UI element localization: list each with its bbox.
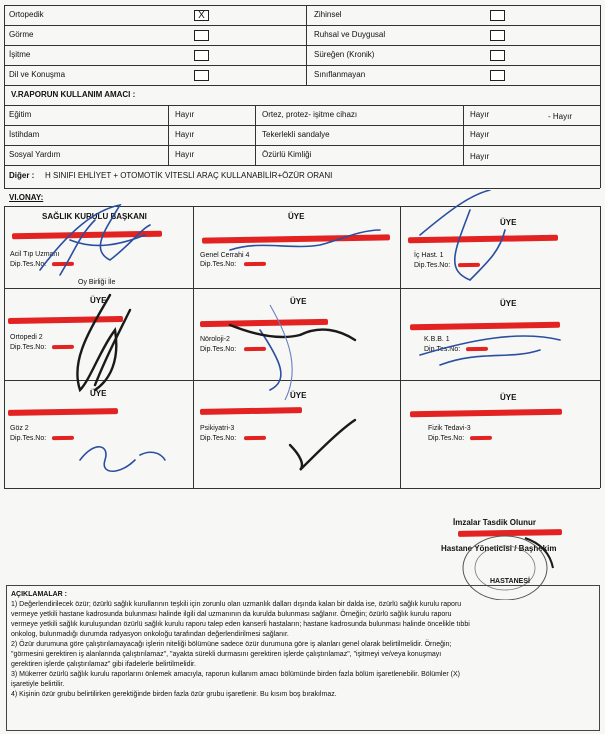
redaction-bar xyxy=(244,436,266,440)
cell-department: Göz 2 xyxy=(10,425,29,432)
redaction-bar xyxy=(408,235,558,244)
redaction-bar xyxy=(200,319,328,327)
hospital-manager-line: Hastane Yöneticisi / Başhekim xyxy=(441,544,557,553)
explanation-line: 3) Mükerrer özürlü sağlık kurulu raporlarını önlemek amacıyla, raporun kullanım amacı bölümünde birden fazla bölüm işaretlenebilir. Bölümler (X) xyxy=(11,671,460,678)
purpose-left-label: İstihdam xyxy=(9,130,40,139)
explanation-line: vermeye yetkili sağlık kuruluşundan özürlü sağlık kurulu raporu talep eden kanserli hastaların; hastane kadrosunda bulunması halinde öncelikle tıbbi xyxy=(11,621,470,628)
divider xyxy=(4,65,600,66)
cell-header: ÜYE xyxy=(500,299,517,308)
divider xyxy=(600,5,601,85)
explanations-title: AÇIKLAMALAR : xyxy=(11,591,67,598)
redaction-bar xyxy=(52,262,74,266)
redaction-bar xyxy=(458,529,562,537)
divider xyxy=(4,188,600,189)
redaction-bar xyxy=(12,231,162,240)
redaction-bar xyxy=(52,436,74,440)
divider xyxy=(600,206,601,488)
checkbox-isitme[interactable] xyxy=(194,50,209,61)
divider xyxy=(168,105,169,165)
cell-department: Nöroloji-2 xyxy=(200,336,230,343)
redaction-bar xyxy=(410,409,562,418)
purpose-left-value: Hayır xyxy=(175,110,195,119)
divider xyxy=(4,85,600,86)
type-label-isitme: İşitme xyxy=(9,50,31,59)
explanation-line: vermeye yetkili hastane kadrosunda bulunması halinde ilgili dal uzmanının da kurulda bulunması sağlanır. Örneğin; özürlü sağlık kurulu raporu xyxy=(11,611,452,618)
type-label-gorme: Görme xyxy=(9,30,34,39)
divider xyxy=(4,105,600,106)
cell-department: K.B.B. 1 xyxy=(424,336,450,343)
cell-dip-no: Dip.Tes.No: xyxy=(10,435,47,442)
explanation-line: onkolog, bulunmadığı durumda radyasyon onkoloğu tarafından değerlendirilmesi sağlanır. xyxy=(11,631,289,638)
redaction-bar xyxy=(458,263,480,267)
explanation-line: 4) Kişinin özür grubu belirtilirken gerektiğinde birden fazla özür grubu işaretlenir. Bu kısım boş bırakılmaz. xyxy=(11,691,337,698)
divider xyxy=(4,125,600,126)
checkbox-ruhsal[interactable] xyxy=(490,30,505,41)
divider xyxy=(306,5,307,85)
divider xyxy=(4,45,600,46)
purpose-left-value: Hayır xyxy=(175,130,195,139)
type-label-zihinsel: Zihinsel xyxy=(314,10,342,19)
divider xyxy=(4,206,600,207)
consensus-text: Oy Birliği İle xyxy=(78,279,116,286)
section-title-approval: VI.ONAY: xyxy=(9,193,44,202)
cell-dip-no: Dip.Tes.No: xyxy=(414,262,451,269)
cell-header: ÜYE xyxy=(90,389,107,398)
cell-header: ÜYE xyxy=(500,218,517,227)
cell-department: İç Hast. 1 xyxy=(414,252,444,259)
divider xyxy=(4,165,600,166)
cell-dip-no: Dip.Tes.No: xyxy=(10,344,47,351)
cell-header: ÜYE xyxy=(90,296,107,305)
divider xyxy=(4,206,5,488)
cell-header: SAĞLIK KURULU BAŞKANI xyxy=(42,212,147,221)
stamp-text: HASTANESİ xyxy=(490,578,530,585)
purpose-right-label: Tekerlekli sandalye xyxy=(262,130,330,139)
type-label-ortopedik: Ortopedik xyxy=(9,10,44,19)
purpose-extra-value: - Hayır xyxy=(548,112,572,121)
cell-header: ÜYE xyxy=(290,391,307,400)
checkbox-ortopedik[interactable]: X xyxy=(194,10,209,21)
checkbox-zihinsel[interactable] xyxy=(490,10,505,21)
divider xyxy=(400,206,401,488)
divider xyxy=(193,206,194,488)
type-label-ruhsal: Ruhsal ve Duygusal xyxy=(314,30,386,39)
cell-dip-no: Dip.Tes.No: xyxy=(428,435,465,442)
redaction-bar xyxy=(410,322,560,331)
divider xyxy=(4,85,5,188)
signature-certification-line: İmzalar Tasdik Olunur xyxy=(453,518,536,527)
cell-dip-no: Dip.Tes.No: xyxy=(10,261,47,268)
purpose-left-value: Hayır xyxy=(175,150,195,159)
cell-department: Ortopedi 2 xyxy=(10,334,43,341)
redaction-bar xyxy=(244,262,266,266)
redaction-bar xyxy=(466,347,488,351)
explanations-box xyxy=(6,585,600,731)
cell-dip-no: Dip.Tes.No: xyxy=(424,346,461,353)
purpose-right-value: Hayır xyxy=(470,110,490,119)
purpose-right-label: Ortez, protez- işitme cihazı xyxy=(262,110,358,119)
divider xyxy=(255,105,256,165)
cell-header: ÜYE xyxy=(500,393,517,402)
redaction-bar xyxy=(202,234,390,243)
cell-header: ÜYE xyxy=(290,297,307,306)
checkbox-siniflanmayan[interactable] xyxy=(490,70,505,81)
divider xyxy=(600,85,601,188)
cell-header: ÜYE xyxy=(288,212,305,221)
section-title-purpose: V.RAPORUN KULLANIM AMACI : xyxy=(11,90,136,99)
divider xyxy=(4,5,5,85)
divider xyxy=(4,488,600,489)
cell-dip-no: Dip.Tes.No: xyxy=(200,261,237,268)
redaction-bar xyxy=(8,408,118,416)
explanation-line: gerektiren işlerde çalıştırılamaz" gibi ifadelerle belirtilmelidir. xyxy=(11,661,196,668)
type-label-siniflanmayan: Sınıflanmayan xyxy=(314,70,366,79)
purpose-right-value: Hayır xyxy=(470,130,490,139)
purpose-right-label: Özürlü Kimliği xyxy=(262,150,312,159)
divider xyxy=(463,105,464,165)
explanation-line: işaretiyle belirtilir. xyxy=(11,681,65,688)
purpose-right-value: Hayır xyxy=(470,152,490,161)
purpose-other-label: Diğer : xyxy=(9,171,35,180)
redaction-bar xyxy=(470,436,492,440)
cell-dip-no: Dip.Tes.No: xyxy=(200,435,237,442)
redaction-bar xyxy=(244,347,266,351)
type-label-suregen: Süreğen (Kronik) xyxy=(314,50,375,59)
cell-dip-no: Dip.Tes.No: xyxy=(200,346,237,353)
divider xyxy=(4,145,600,146)
purpose-left-label: Sosyal Yardım xyxy=(9,150,61,159)
divider xyxy=(4,288,600,289)
cell-department: Psikiyatri-3 xyxy=(200,425,235,432)
type-label-dil: Dil ve Konuşma xyxy=(9,70,66,79)
redaction-bar xyxy=(200,407,302,415)
divider xyxy=(4,25,600,26)
divider xyxy=(4,5,600,6)
checkbox-gorme[interactable] xyxy=(194,30,209,41)
checkbox-suregen[interactable] xyxy=(490,50,505,61)
explanation-line: 2) Özür durumuna göre çalıştırılamayacağı işlerin niteliği bölümüne sadece özür durumuna göre iş alanları genel olarak belirtilmelidir. Örneğin; xyxy=(11,641,452,648)
cell-department: Acil Tıp Uzmanı xyxy=(10,251,60,258)
redaction-bar xyxy=(52,345,74,349)
purpose-other-value: H SINIFI EHLİYET + OTOMOTİK VİTESLİ ARAÇ KULLANABİLİR+ÖZÜR ORANI xyxy=(45,171,333,180)
explanation-line: "görmesini gerektiren iş alanlarında çalıştırılamaz", "ayakta sürekli durmasını gerektiren işlerde çalıştırılamaz", "işitmeyi ve/veya konuşmayı xyxy=(11,651,442,658)
purpose-left-label: Eğitim xyxy=(9,110,32,119)
cell-department: Fizik Tedavi-3 xyxy=(428,425,471,432)
redaction-bar xyxy=(8,316,123,324)
divider xyxy=(4,380,600,381)
cell-department: Genel Cerrahi 4 xyxy=(200,252,250,259)
explanation-line: 1) Değerlendirilecek özür; özürlü sağlık kurullarının teşkili için zorunlu olan uzmanlık dalları dışında kalan bir dalda ise, özürlü sağlık kurulu raporu xyxy=(11,601,462,608)
checkbox-dil[interactable] xyxy=(194,70,209,81)
